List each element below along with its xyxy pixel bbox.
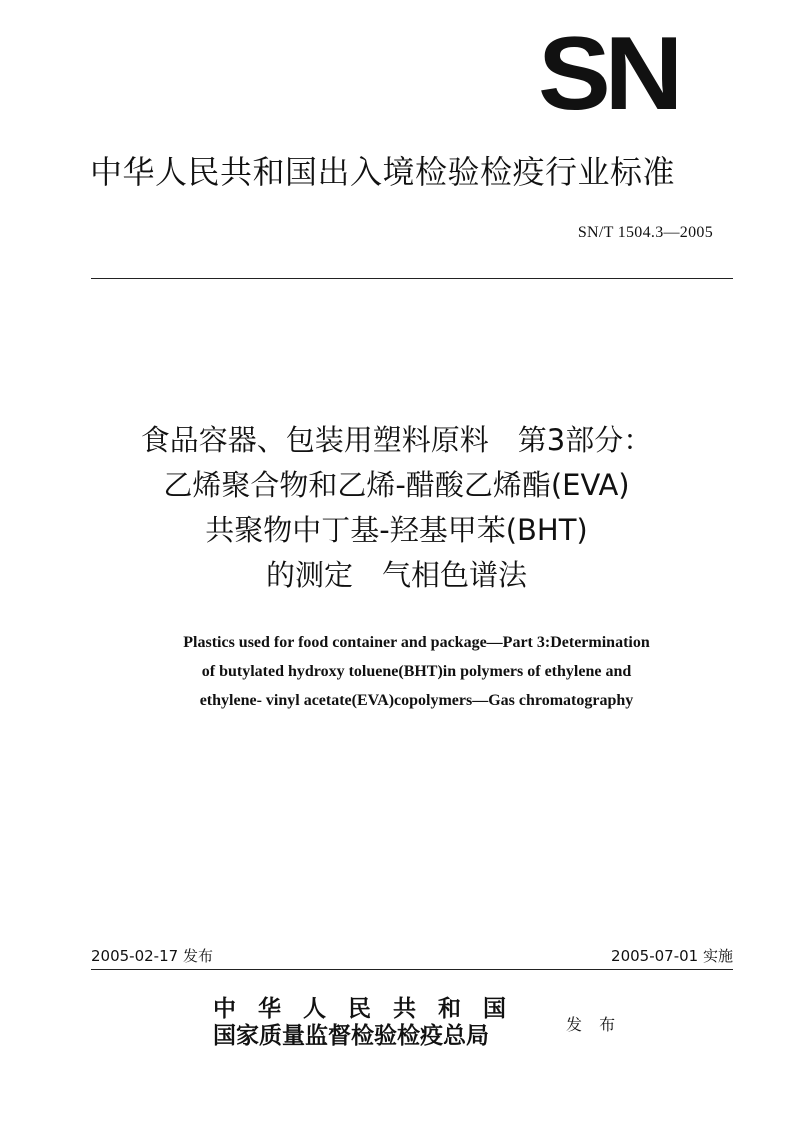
issue-action-label: 发 布 (566, 1015, 622, 1034)
english-title (80, 628, 753, 715)
issuer-agency: 国家质量监督检验检疫总局 (213, 1022, 489, 1049)
implementation-date: 2005-07-01 实施 (611, 947, 733, 965)
issue-date: 2005-02-17 发布 (91, 947, 213, 965)
issuer-country: 中华人民共和国 (213, 995, 528, 1022)
chinese-title-line-3: 共聚物中丁基-羟基甲苯(BHT) (205, 513, 588, 547)
standard-category-title: 中华人民共和国出入境检验检疫行业标准 (90, 153, 676, 191)
footer-divider (91, 969, 733, 970)
chinese-title-line-4: 的测定 气相色谱法 (265, 558, 527, 592)
chinese-title-line-1: 食品容器、包装用塑料原料 第3部分： (140, 423, 653, 457)
english-title-line-2: of butylated hydroxy toluene(BHT)in polymers of ethylene and (201, 663, 632, 680)
standard-number: SN/T 1504.3—2005 (577, 224, 713, 241)
issuing-authority (213, 996, 528, 1050)
chinese-title-line-2: 乙烯聚合物和乙烯-醋酸乙烯酯(EVA) (163, 468, 630, 502)
english-title-line-3: ethylene- vinyl acetate(EVA)copolymers—Gas chromatography (199, 692, 634, 709)
chinese-title (60, 418, 733, 598)
sn-logo: SN (538, 16, 678, 132)
header-divider (91, 278, 733, 279)
english-title-line-1: Plastics used for food container and package—Part 3:Determination (183, 634, 650, 651)
